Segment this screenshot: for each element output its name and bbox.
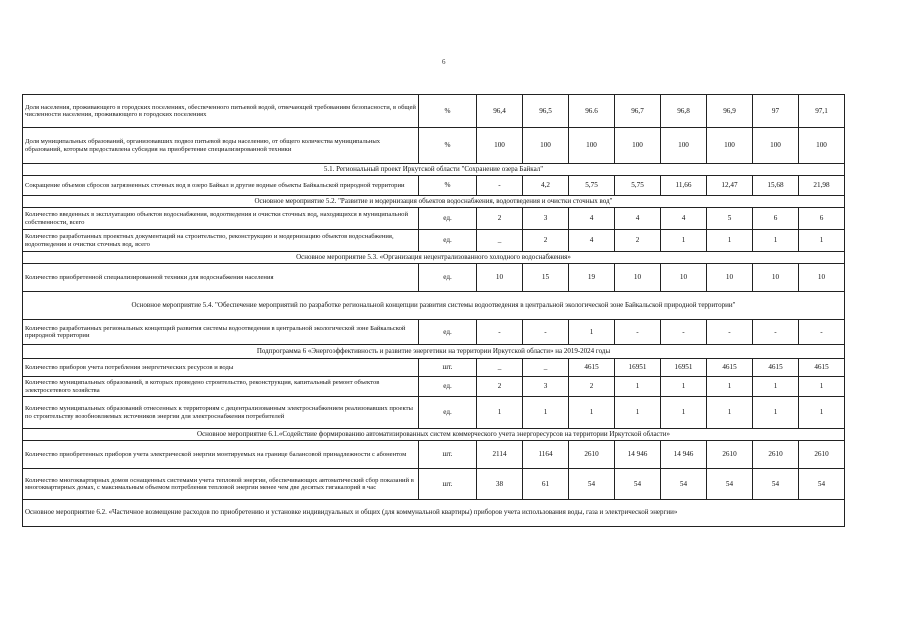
table-row [23,359,845,377]
value-cell: 5,75 [569,176,615,196]
value-cell: 54 [707,469,753,500]
indicator-name-cell: Количество приобретенных приборов учета электрической энергии монтируемых на границе балансовой принадлежности с абонентом [23,441,419,469]
indicator-name-cell: Количество разработанных проектных документаций на строительство, реконструкцию и модернизацию объектов водоснабжения, водоотведения и очистки сточных вод, всего [23,230,419,252]
section-heading-cell: Основное мероприятие 5.4. "Обеспечение мероприятий по разработке региональной концепции развития системы водоотведения в центральной экологической зоне Байкальской природной территории" [23,292,845,320]
value-cell: 16951 [661,359,707,377]
value-cell: 1 [707,377,753,397]
table-row [23,264,845,292]
indicator-name-cell: Количество многоквартирных домов оснащенных системами учета тепловой энергии, обеспечивающих автоматический сбор показаний в многоквартирных домах, с максимальным объемом потребления тепловой энергии менее чем две десятых гигакалорий в час [23,469,419,500]
value-cell: 38 [477,469,523,500]
indicators-table [22,94,845,527]
value-cell: 1 [799,230,845,252]
value-cell: - [753,320,799,345]
value-cell: 2 [477,377,523,397]
indicator-name-cell: Сокращение объемов сбросов загрязненных сточных вод в озеро Байкал и другие водные объекты Байкальской природной территории [23,176,419,196]
value-cell: _ [477,359,523,377]
value-cell: 14 946 [615,441,661,469]
unit-cell: ед. [419,397,477,429]
section-row [23,345,845,359]
value-cell: 2610 [753,441,799,469]
table-row [23,230,845,252]
value-cell: 2 [615,230,661,252]
section-heading-cell: 5.1. Региональный проект Иркутской области "Сохранение озера Байкал" [23,164,845,176]
unit-cell: шт. [419,359,477,377]
value-cell: 2 [523,230,569,252]
value-cell: 2610 [569,441,615,469]
table-row [23,377,845,397]
value-cell: 100 [615,128,661,164]
value-cell: 12,47 [707,176,753,196]
value-cell: 4 [569,230,615,252]
value-cell: 14 946 [661,441,707,469]
value-cell: 3 [523,377,569,397]
value-cell: 96,4 [477,95,523,128]
value-cell: 10 [799,264,845,292]
value-cell: _ [477,230,523,252]
value-cell: 10 [477,264,523,292]
indicator-name-cell: Количество муниципальных образований отнесенных к территориям с децентрализованным электроснабжением реализовавших проекты по строительству возобновляемых источников энергии для электроснабжения потребителей [23,397,419,429]
value-cell: 54 [569,469,615,500]
value-cell: 4 [569,208,615,230]
value-cell: 2610 [799,441,845,469]
value-cell: 1 [615,377,661,397]
indicator-name-cell: Количество введенных в эксплуатацию объектов водоснабжения, водоотведения и очистки сточных вод, находящихся в муниципальной собственности, всего [23,208,419,230]
unit-cell: ед. [419,230,477,252]
value-cell: 10 [615,264,661,292]
indicator-name-cell: Доля муниципальных образований, организовавших подвоз питьевой воды населению, от общего количества муниципальных образований, которым предоставлена субсидия на приобретение специализированной техники [23,128,419,164]
value-cell: 1 [569,397,615,429]
section-heading-cell: Основное мероприятие 5.2. "Развитие и модернизация объектов водоснабжения, водоотведения и очистки сточных вод" [23,196,845,208]
value-cell: 10 [753,264,799,292]
value-cell: - [523,320,569,345]
value-cell: 16951 [615,359,661,377]
value-cell: 1 [753,230,799,252]
value-cell: - [799,320,845,345]
value-cell: 5 [707,208,753,230]
value-cell: 4615 [799,359,845,377]
value-cell: 97,1 [799,95,845,128]
value-cell: 4,2 [523,176,569,196]
value-cell: - [615,320,661,345]
value-cell: 4 [661,208,707,230]
value-cell: 6 [753,208,799,230]
value-cell: 100 [569,128,615,164]
value-cell: 1 [477,397,523,429]
table-row [23,469,845,500]
value-cell: 2114 [477,441,523,469]
table-row [23,397,845,429]
value-cell: 10 [661,264,707,292]
section-row [23,252,845,264]
unit-cell: шт. [419,469,477,500]
value-cell: 100 [707,128,753,164]
value-cell: 19 [569,264,615,292]
unit-cell: ед. [419,320,477,345]
section-heading-cell: Подпрограмма 6 «Энергоэффективность и развитие энергетики на территории Иркутской области» на 2019-2024 годы [23,345,845,359]
value-cell: 10 [707,264,753,292]
value-cell: 1 [799,397,845,429]
indicator-name-cell: Количество приобретенной специализированной техники для водоснабжения населения [23,264,419,292]
section-row [23,429,845,441]
value-cell: 100 [753,128,799,164]
table-row [23,176,845,196]
section-heading-cell: Основное мероприятие 6.2. «Частичное возмещение расходов по приобретению и установке индивидуальных и общих (для коммунальной квартиры) приборов учета использования воды, газа и электрической энергии» [23,500,845,527]
value-cell: 1 [707,397,753,429]
value-cell: 4 [615,208,661,230]
section-row [23,164,845,176]
unit-cell: ед. [419,208,477,230]
value-cell: 4615 [569,359,615,377]
page-number: 6 [442,58,446,66]
value-cell: 100 [477,128,523,164]
indicator-name-cell: Количество муниципальных образований, в которых проведено строительство, реконструкция, капитальный ремонт объектов электросетевого хозяйства [23,377,419,397]
value-cell: 4615 [753,359,799,377]
value-cell: 21,98 [799,176,845,196]
value-cell: 100 [799,128,845,164]
value-cell: 15,68 [753,176,799,196]
value-cell: 1 [661,397,707,429]
value-cell: 54 [615,469,661,500]
value-cell: 100 [523,128,569,164]
value-cell: 96.6 [569,95,615,128]
value-cell: - [707,320,753,345]
unit-cell: шт. [419,441,477,469]
value-cell: 15 [523,264,569,292]
table-row [23,208,845,230]
value-cell: 1 [661,230,707,252]
value-cell: 2 [569,377,615,397]
section-row [23,500,845,527]
value-cell: 1 [799,377,845,397]
value-cell: 97 [753,95,799,128]
table-row [23,441,845,469]
section-heading-cell: Основное мероприятие 5.3. «Организация нецентрализованного холодного водоснабжения» [23,252,845,264]
value-cell: 1 [661,377,707,397]
value-cell: 1 [753,377,799,397]
unit-cell: ед. [419,264,477,292]
value-cell: - [477,320,523,345]
value-cell: 61 [523,469,569,500]
value-cell: 6 [799,208,845,230]
value-cell: 1 [615,397,661,429]
value-cell: 2610 [707,441,753,469]
table-row [23,128,845,164]
table-row [23,95,845,128]
value-cell: 1164 [523,441,569,469]
section-row [23,292,845,320]
unit-cell: % [419,128,477,164]
indicator-name-cell: Доля населения, проживающего в городских поселениях, обеспеченного питьевой водой, отвечающей требованиям безопасности, в общей численности населения, проживающего в городских поселениях [23,95,419,128]
value-cell: 5,75 [615,176,661,196]
value-cell: 100 [661,128,707,164]
table-row [23,320,845,345]
value-cell: 96,9 [707,95,753,128]
unit-cell: % [419,95,477,128]
value-cell: 54 [661,469,707,500]
value-cell: 54 [753,469,799,500]
value-cell: 2 [477,208,523,230]
value-cell: 1 [569,320,615,345]
value-cell: 1 [707,230,753,252]
value-cell: - [477,176,523,196]
table-body [23,95,845,527]
indicator-name-cell: Количество приборов учета потребления энергетических ресурсов и воды [23,359,419,377]
section-row [23,196,845,208]
value-cell: 3 [523,208,569,230]
value-cell: - [661,320,707,345]
section-heading-cell: Основное мероприятие 6.1.«Содействие формированию автоматизированных систем коммерческого учета энергоресурсов на территории Иркутской области» [23,429,845,441]
value-cell: 1 [753,397,799,429]
value-cell: 96,5 [523,95,569,128]
value-cell: 54 [799,469,845,500]
value-cell: 4615 [707,359,753,377]
value-cell: 1 [523,397,569,429]
value-cell: 96,7 [615,95,661,128]
value-cell: 96,8 [661,95,707,128]
value-cell: 11,66 [661,176,707,196]
unit-cell: % [419,176,477,196]
indicator-name-cell: Количество разработанных региональных концепций развития системы водоотведения в центральной экологической зоне Байкальской природной территории [23,320,419,345]
value-cell: _ [523,359,569,377]
unit-cell: ед. [419,377,477,397]
